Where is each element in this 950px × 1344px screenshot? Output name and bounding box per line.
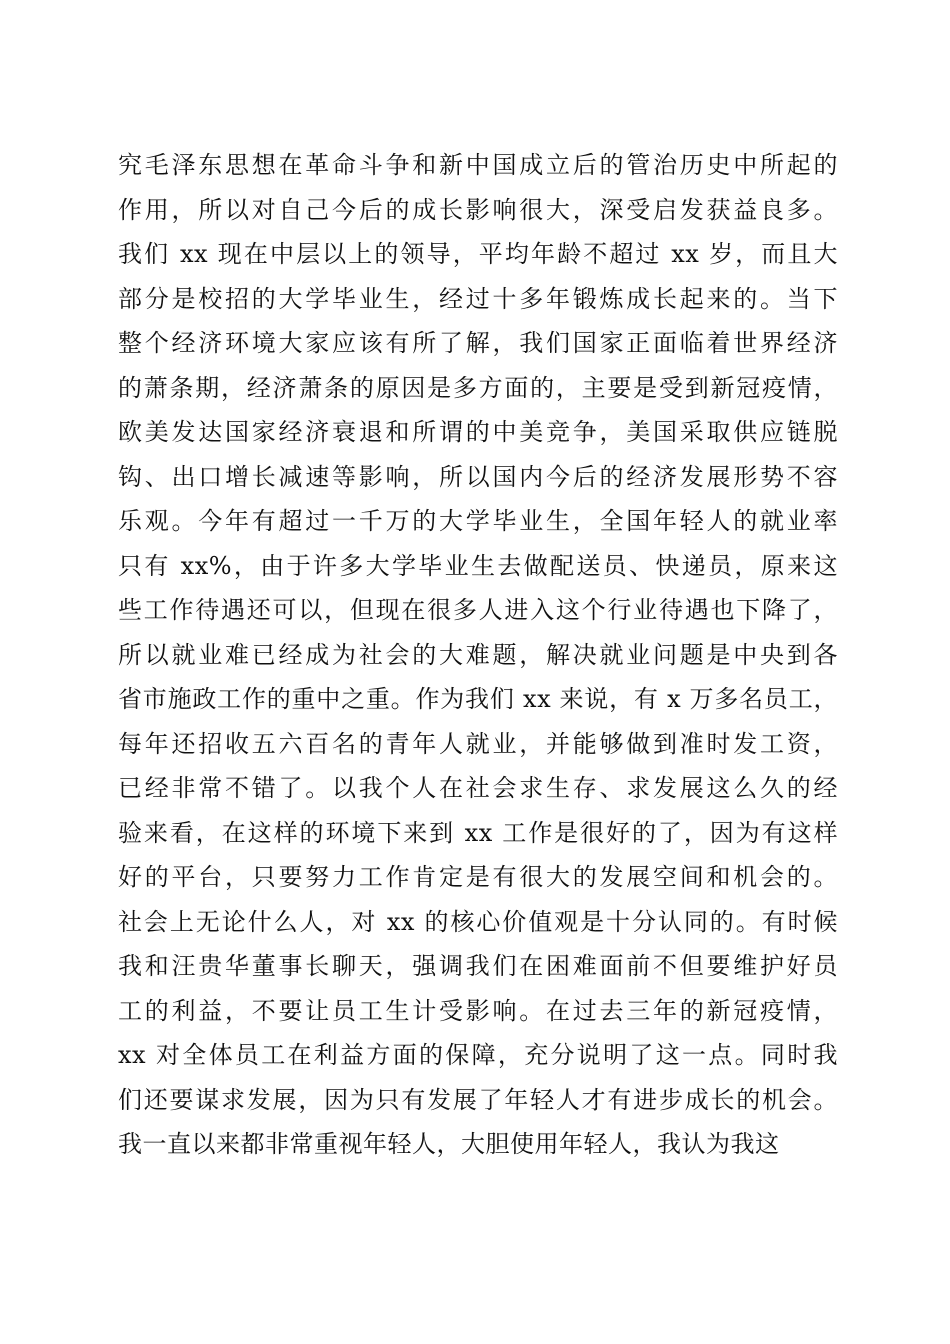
text-line: 整个经济环境大家应该有所了解，我们国家正面临着世界经济 xyxy=(118,329,838,357)
text-line: xx 对全体员工在利益方面的保障，充分说明了这一点。同时我 xyxy=(118,1041,838,1069)
text-line: 的萧条期，经济萧条的原因是多方面的，主要是受到新冠疫情， xyxy=(118,373,838,402)
text-line: 我一直以来都非常重视年轻人，大胆使用年轻人，我认为我这 xyxy=(118,1130,780,1158)
text-line: 所以就业难已经成为社会的大难题，解决就业问题是中央到各 xyxy=(118,640,838,669)
text-line: 我和汪贵华董事长聊天，强调我们在困难面前不但要维护好员 xyxy=(118,952,838,980)
text-line: 验来看，在这样的环境下来到 xx 工作是很好的了，因为有这样 xyxy=(118,818,838,847)
text-line: 已经非常不错了。以我个人在社会求生存、求发展这么久的经 xyxy=(118,774,838,802)
text-line: 社会上无论什么人，对 xx 的核心价值观是十分认同的。有时候 xyxy=(118,907,838,936)
text-line: 究毛泽东思想在革命斗争和新中国成立后的管治历史中所起的 xyxy=(118,151,838,179)
text-line: 我们 xx 现在中层以上的领导，平均年龄不超过 xx 岁，而且大 xyxy=(118,240,838,268)
text-line: 好的平台，只要努力工作肯定是有很大的发展空间和机会的。 xyxy=(118,863,838,891)
text-line: 欧美发达国家经济衰退和所谓的中美竞争，美国采取供应链脱 xyxy=(118,418,838,446)
text-line: 只有 xx%，由于许多大学毕业生去做配送员、快递员，原来这 xyxy=(118,551,838,580)
text-line: 作用，所以对自己今后的成长影响很大，深受启发获益良多。 xyxy=(118,195,838,224)
text-line: 钩、出口增长减速等影响，所以国内今后的经济发展形势不容 xyxy=(118,462,838,491)
text-line: 每年还招收五六百名的青年人就业，并能够做到准时发工资， xyxy=(118,729,838,758)
text-line: 省市施政工作的重中之重。作为我们 xx 来说，有 x 万多名员工， xyxy=(118,685,838,713)
text-line: 们还要谋求发展，因为只有发展了年轻人才有进步成长的机会。 xyxy=(118,1085,838,1114)
text-line: 工的利益，不要让员工生计受影响。在过去三年的新冠疫情， xyxy=(118,996,838,1025)
text-line: 些工作待遇还可以，但现在很多人进入这个行业待遇也下降了， xyxy=(118,596,838,624)
text-line: 部分是校招的大学毕业生，经过十多年锻炼成长起来的。当下 xyxy=(118,284,838,313)
body-paragraph xyxy=(118,143,838,1167)
text-line: 乐观。今年有超过一千万的大学毕业生，全国年轻人的就业率 xyxy=(118,507,838,535)
